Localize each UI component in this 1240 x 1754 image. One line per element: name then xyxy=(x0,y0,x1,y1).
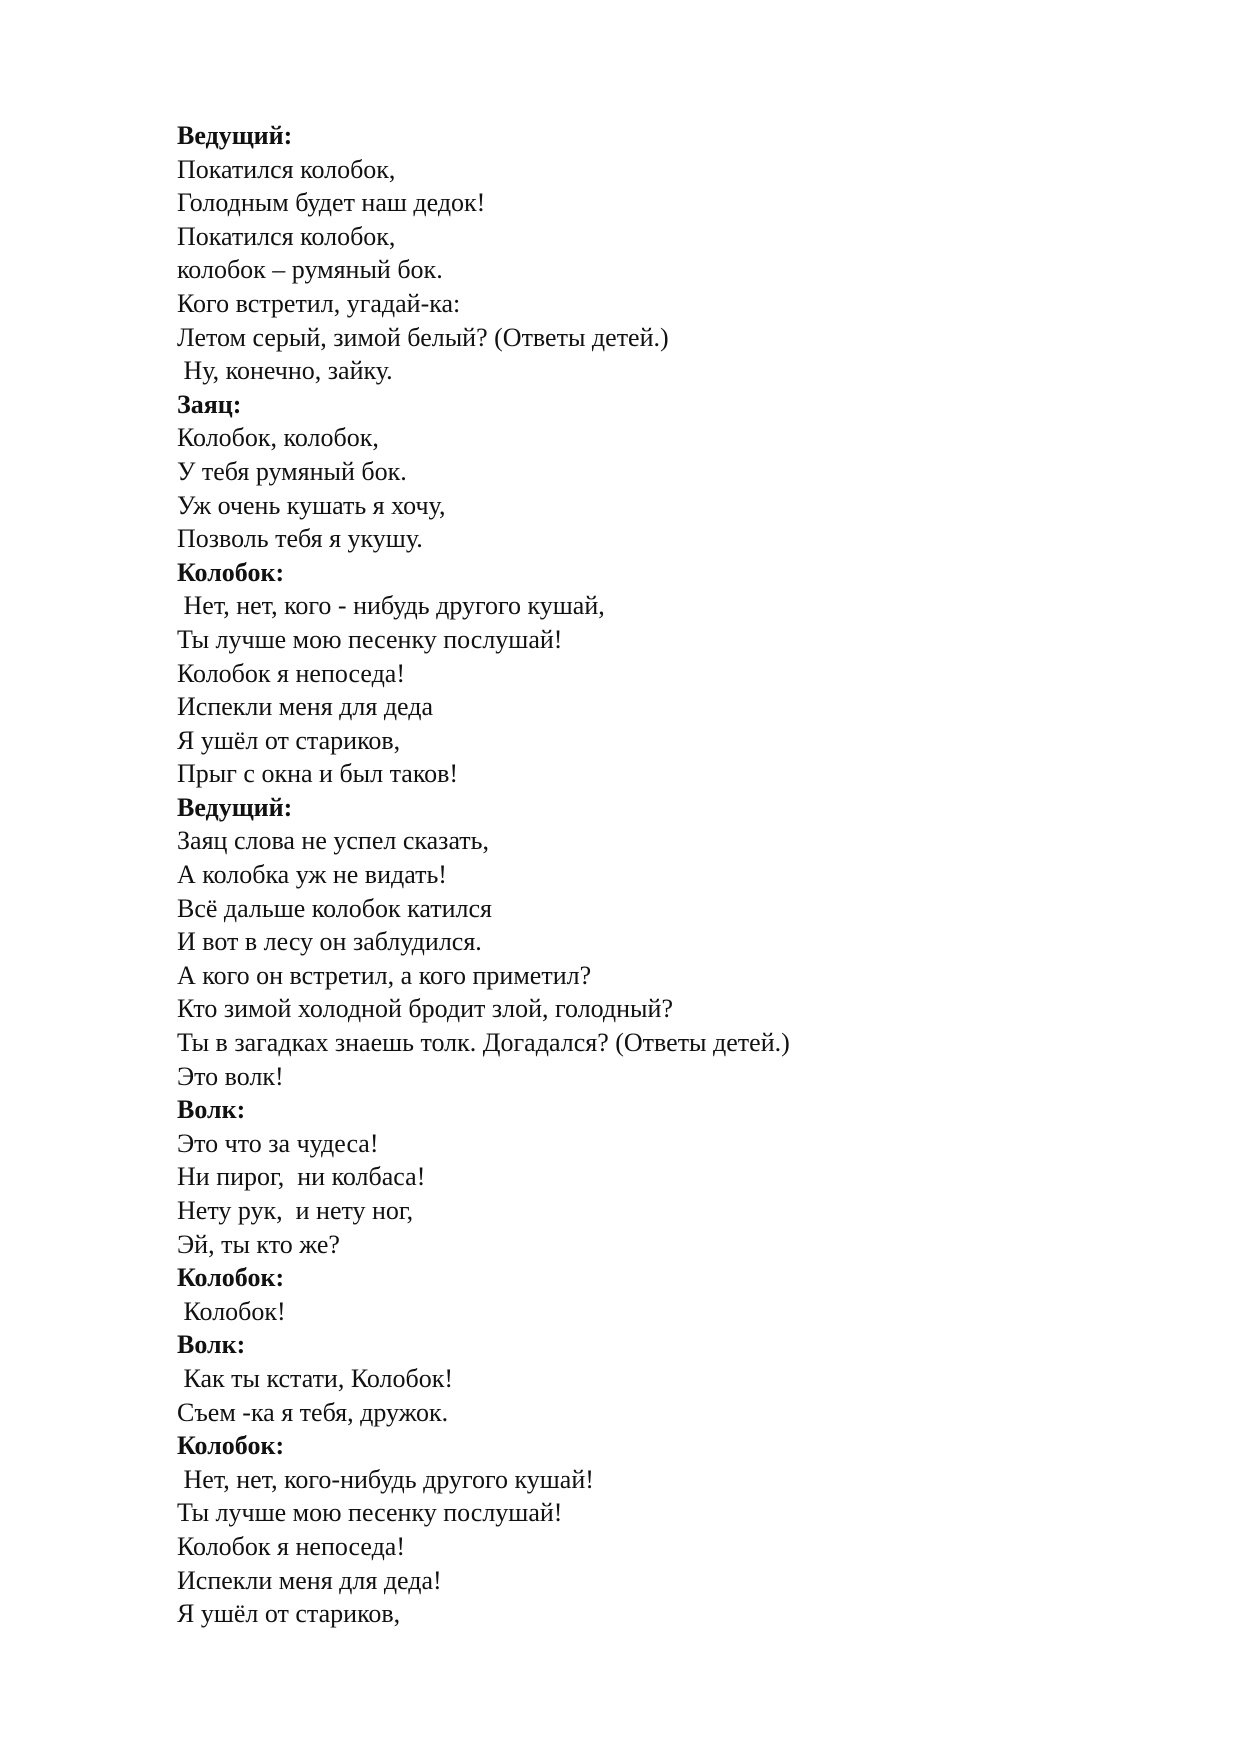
dialogue-line: Ну, конечно, зайку. xyxy=(177,356,393,386)
dialogue-line: Покатился колобок, xyxy=(177,154,396,184)
dialogue-line: Прыг с окна и был таков! xyxy=(177,759,459,789)
speaker-name: Ведущий: xyxy=(177,121,293,150)
dialogue-line: Испекли меня для деда! xyxy=(177,1565,442,1595)
dialogue-line: У тебя румяный бок. xyxy=(177,456,407,486)
speaker-name: Колобок: xyxy=(177,1263,285,1293)
dialogue-line: Съем -ка я тебя, дружок. xyxy=(177,1397,449,1427)
dialogue-line: А колобка уж не видать! xyxy=(177,860,447,890)
dialogue-line: Ты лучше мою песенку послушай! xyxy=(177,1498,563,1528)
dialogue-line: колобок – румяный бок. xyxy=(177,255,443,285)
dialogue-line: Летом серый, зимой белый? (Ответы детей.) xyxy=(177,322,669,352)
dialogue-line: Голодным будет наш дедок! xyxy=(177,188,486,218)
dialogue-line: Всё дальше колобок катился xyxy=(177,893,492,923)
dialogue-line: Ты в загадках знаешь толк. Догадался? (Ответы детей.) xyxy=(177,1028,790,1058)
dialogue-line: Нету рук, и нету ног, xyxy=(177,1196,414,1225)
dialogue-line: Колобок, колобок, xyxy=(177,423,379,453)
speaker-name: Ведущий: xyxy=(177,792,293,822)
dialogue-line: Покатился колобок, xyxy=(177,221,396,251)
dialogue-line: Кто зимой холодной бродит злой, голодный? xyxy=(177,994,673,1024)
dialogue-line: Уж очень кушать я хочу, xyxy=(177,490,446,520)
dialogue-line: Как ты кстати, Колобок! xyxy=(177,1363,454,1393)
dialogue-line: Колобок я непоседа! xyxy=(177,658,405,688)
speaker-name: Волк: xyxy=(177,1095,246,1125)
dialogue-line: Ни пирог, ни колбаса! xyxy=(177,1162,426,1192)
dialogue-line: Я ушёл от стариков, xyxy=(177,1599,401,1629)
dialogue-line: Нет, нет, кого - нибудь другого кушай, xyxy=(177,591,605,621)
speaker-name: Колобок: xyxy=(177,557,285,587)
dialogue-line: Эй, ты кто же? xyxy=(177,1229,340,1259)
dialogue-line: И вот в лесу он заблудился. xyxy=(177,927,482,957)
dialogue-line: Испекли меня для деда xyxy=(177,692,434,722)
play-script xyxy=(177,119,1157,1631)
dialogue-line: Нет, нет, кого-нибудь другого кушай! xyxy=(177,1464,594,1494)
dialogue-line: Колобок я непоседа! xyxy=(177,1531,405,1561)
dialogue-line: Заяц слова не успел сказать, xyxy=(177,826,490,856)
dialogue-line: Колобок! xyxy=(177,1296,286,1326)
dialogue-line: Кого встретил, угадай-ка: xyxy=(177,288,461,318)
dialogue-line: Я ушёл от стариков, xyxy=(177,725,401,755)
dialogue-line: Это волк! xyxy=(177,1061,284,1091)
dialogue-line: А кого он встретил, а кого приметил? xyxy=(177,960,592,990)
dialogue-line: Позволь тебя я укушу. xyxy=(177,524,423,554)
speaker-name: Колобок: xyxy=(177,1431,285,1461)
speaker-name: Волк: xyxy=(177,1330,246,1360)
dialogue-line: Это что за чудеса! xyxy=(177,1128,379,1158)
speaker-name: Заяц: xyxy=(177,389,242,419)
dialogue-line: Ты лучше мою песенку послушай! xyxy=(177,624,563,654)
